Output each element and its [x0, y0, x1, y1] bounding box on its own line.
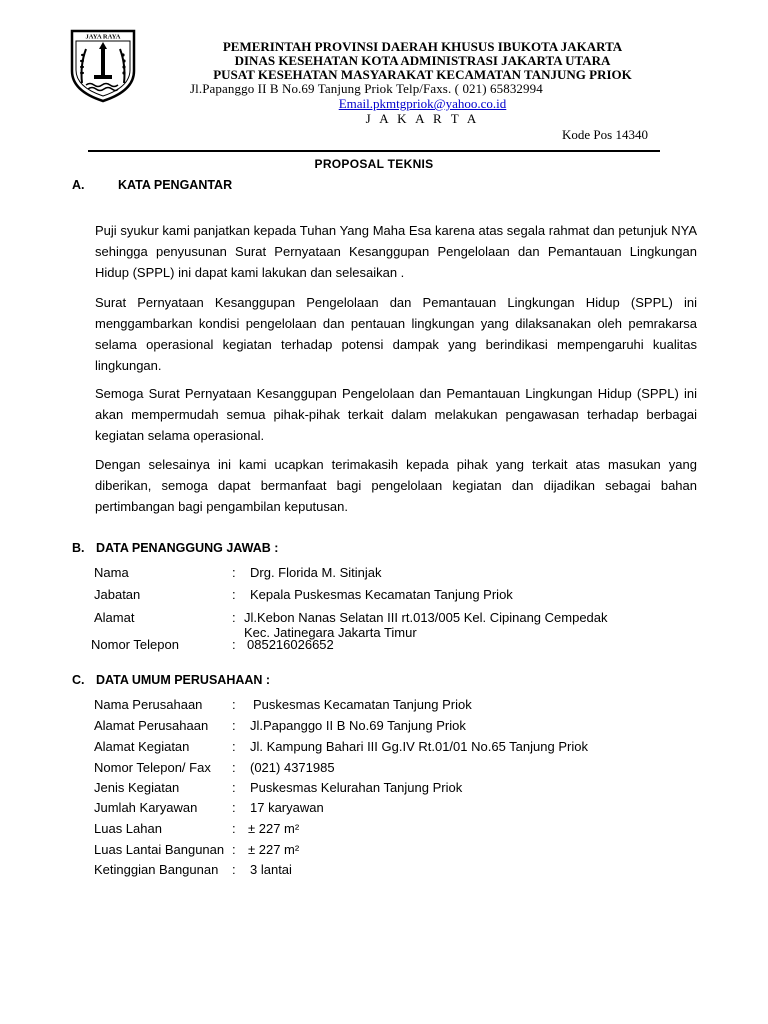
row-label: Jenis Kegiatan [94, 780, 180, 795]
section-b-heading [72, 541, 278, 555]
row-label: Alamat Perusahaan [94, 718, 209, 733]
paragraph: Puji syukur kami panjatkan kepada Tuhan Yang Maha Esa karena atas segala rahmat dan petunjuk NYA sehingga penyusunan Surat Pernyataan Kesanggupan Pengelolaan dan Pemantauan Lingkungan Hidup (SPPL) ini dapat kami lakukan dan selesaikan . [95, 223, 697, 280]
header-city: J A K A R T A [365, 111, 480, 126]
row-value: Jl. Kampung Bahari III Gg.IV Rt.01/01 No.65 Tanjung Priok [250, 739, 588, 754]
row-label: Luas Lantai Bangunan [94, 842, 225, 857]
row-label: Ketinggian Bangunan [94, 862, 219, 877]
row-value: ± 227 m² [248, 842, 300, 857]
header-postal-code: Kode Pos 14340 [562, 127, 648, 142]
section-b-number: B. [72, 541, 85, 555]
row-label: Jabatan [94, 587, 141, 602]
row-separator: : [232, 637, 236, 652]
section-a-title: KATA PENGANTAR [118, 178, 233, 192]
row-label: Nomor Telepon/ Fax [94, 760, 211, 775]
header-line-1: PEMERINTAH PROVINSI DAERAH KHUSUS IBUKOTA JAKARTA [222, 39, 623, 54]
row-separator: : [232, 565, 236, 580]
row-label: Luas Lahan [94, 821, 162, 836]
header-line-2: DINAS KESEHATAN KOTA ADMINISTRASI JAKARTA UTARA [234, 53, 611, 68]
row-value: Puskesmas Kelurahan Tanjung Priok [250, 780, 463, 795]
row-value: Puskesmas Kecamatan Tanjung Priok [253, 697, 472, 712]
header-email-line [150, 96, 695, 112]
row-value: (021) 4371985 [250, 760, 335, 775]
row-separator: : [232, 610, 236, 625]
row-separator: : [232, 587, 236, 602]
section-b-title: DATA PENANGGUNG JAWAB : [96, 541, 279, 555]
header-address: Jl.Papanggo II B No.69 Tanjung Priok Telp/Faxs. ( 021) 65832994 [190, 81, 543, 96]
row-value: Drg. Florida M. Sitinjak [250, 565, 382, 580]
row-separator: : [232, 780, 236, 795]
row-label: Jumlah Karyawan [94, 800, 198, 815]
jaya-raya-emblem [68, 27, 138, 103]
row-separator: : [232, 718, 236, 733]
section-c-title: DATA UMUM PERUSAHAAN : [96, 673, 271, 687]
row-separator: : [232, 739, 236, 754]
row-separator: : [232, 842, 236, 857]
section-c-number: C. [72, 673, 85, 687]
document-title: PROPOSAL TEKNIS [314, 157, 434, 171]
row-label: Alamat Kegiatan [94, 739, 190, 754]
row-label: Nama [94, 565, 129, 580]
email-link[interactable]: Email.pkmtgpriok@yahoo.co.id [338, 96, 507, 111]
row-separator: : [232, 760, 236, 775]
row-label: Alamat [94, 610, 135, 625]
section-a-number: A. [72, 178, 85, 192]
row-value: ± 227 m² [248, 821, 300, 836]
row-separator: : [232, 800, 236, 815]
paragraph: Semoga Surat Pernyataan Kesanggupan Pengelolaan dan Pemantauan Lingkungan Hidup (SPPL) ini akan mempermudah semua pihak-pihak terkait dalam melakukan pengawasan terhadap berbagai kegiatan selama operasional. [95, 386, 697, 443]
section-c-heading [72, 673, 270, 687]
row-value: Jl.Papanggo II B No.69 Tanjung Priok [250, 718, 466, 733]
row-separator: : [232, 862, 236, 877]
row-value: 3 lantai [250, 862, 292, 877]
paragraph: Surat Pernyataan Kesanggupan Pengelolaan dan Pemantauan Lingkungan Hidup (SPPL) ini menggambarkan kondisi pengelolaan dan pentauan lingkungan yang dilaksanakan oleh pemrakarsa selama operasional kegiatan terhadap potensi dampak yang berindikasi mempengaruhi kualitas lingkungan. [95, 295, 697, 373]
paragraph: Dengan selesainya ini kami ucapkan terimakasih kepada pihak yang terkait atas masukan yang diberikan, semoga dapat bermanfaat bagi pengelolaan kegiatan dan dijadikan sebagai bahan pertimbangan bagi pengambilan keputusan. [95, 457, 697, 514]
row-separator: : [232, 821, 236, 836]
row-value: Jl.Kebon Nanas Selatan III rt.013/005 Kel. Cipinang Cempedak [244, 610, 608, 625]
header-line-3: PUSAT KESEHATAN MASYARAKAT KECAMATAN TANJUNG PRIOK [213, 67, 632, 82]
row-value-continued: Kec. Jatinegara Jakarta Timur [244, 625, 417, 640]
row-separator: : [232, 697, 236, 712]
row-value: 085216026652 [247, 637, 334, 652]
logo-text: JAYA RAYA [85, 33, 121, 41]
header-divider [88, 150, 660, 152]
row-value: Kepala Puskesmas Kecamatan Tanjung Priok [250, 587, 513, 602]
row-label: Nama Perusahaan [94, 697, 203, 712]
row-label: Nomor Telepon [91, 637, 179, 652]
row-value: 17 karyawan [250, 800, 324, 815]
